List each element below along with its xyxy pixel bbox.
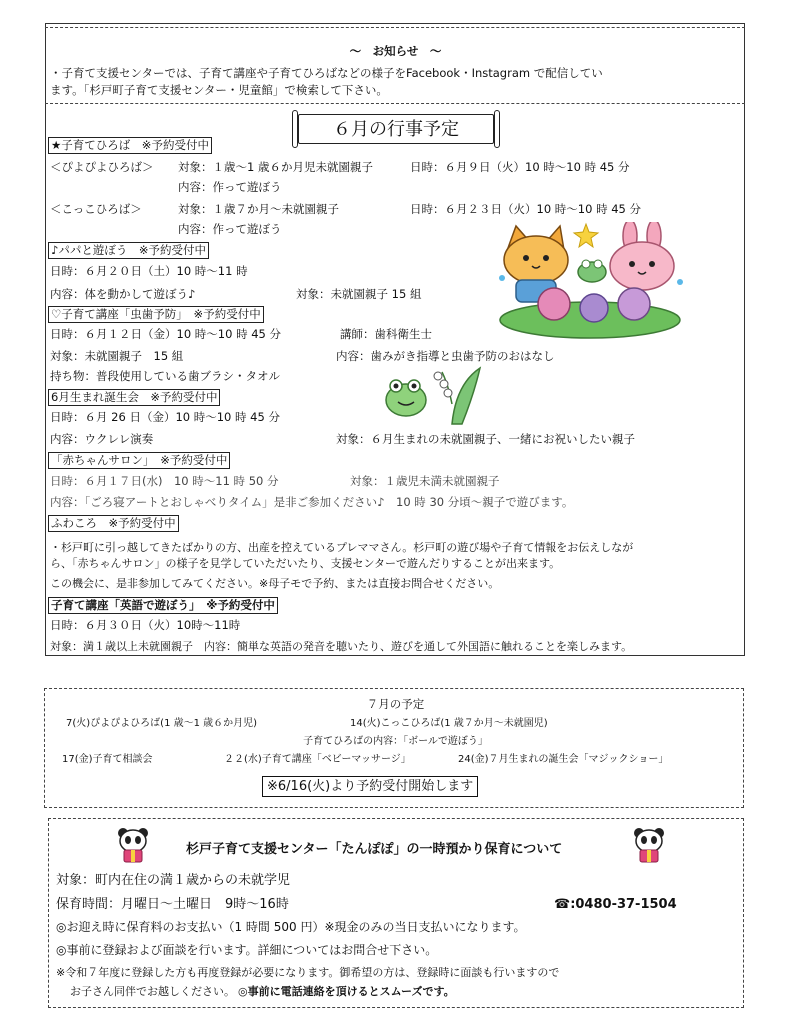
cat-bunny-hydrangea-illustration [494, 222, 686, 340]
notice-line-2: ます。「杉戸町子育て支援センター・児童館」で検索して下さい。 [50, 83, 388, 97]
tanpopo-hours: 保育時間：月曜日～土曜日 9時～16時 [56, 897, 289, 912]
july-reservation-notice: ※6/16(火)より予約受付開始します [262, 776, 478, 797]
piyo-date: 日時：６月９日（火）10 時～10 時 45 分 [410, 160, 630, 174]
section-header-birthday: 6月生まれ誕生会 ※予約受付中 [48, 389, 220, 406]
mushiba-target: 対象：未就園親子 15 組 [50, 349, 184, 363]
salon-date: 日時：６月１７日(水) 10 時～11 時 50 分 [50, 474, 279, 488]
kokko-content: 内容：作って遊ぼう [178, 222, 282, 236]
section-header-fuwakoro: ふわころ ※予約受付中 [48, 515, 179, 532]
papa-date: 日時：６月２０日（土）10 時～11 時 [50, 264, 248, 278]
salon-target: 対象：１歳児未満未就園親子 [350, 474, 500, 488]
frog-lily-illustration [382, 364, 486, 426]
page-title: ６月の行事予定 [298, 114, 494, 144]
tanpopo-heading: 杉戸子育て支援センター「たんぽぽ」の一時預かり保育について [186, 842, 563, 857]
papa-content: 内容：体を動かして遊ぼう♪ [50, 287, 196, 301]
july-item-2: 14(火)こっこひろば(1 歳７か月～未就園児) [350, 718, 548, 729]
july-item-5: 24(金)７月生まれの誕生会「マジックショー」 [458, 754, 669, 765]
july-item-4: ２２(水)子育て講座「ベビーマッサージ」 [224, 754, 411, 765]
section-header-papa: ♪パパと遊ぼう ※予約受付中 [48, 242, 209, 259]
tanpopo-target: 対象：町内在住の満１歳からの未就学児 [56, 873, 291, 888]
kokko-name: ＜こっこひろば＞ [50, 202, 142, 216]
notice-line-1: ・子育て支援センターでは、子育て講座や子育てひろばなどの様子をFacebook・Instagram で配信してい [50, 66, 603, 80]
english-line: 対象：満１歳以上未就園親子 内容：簡単な英語の発音を聴いたり、遊びを通して外国語に触れることを楽しみます。 [50, 640, 633, 653]
tanpopo-phone: ☎:0480-37-1504 [554, 897, 677, 912]
birthday-content: 内容：ウクレレ演奏 [50, 432, 154, 446]
mushiba-content: 内容：歯みがき指導と虫歯予防のおはなし [336, 349, 555, 363]
kokko-date: 日時：６月２３日（火）10 時～10 時 45 分 [410, 202, 642, 216]
tanpopo-note-4b: ◎事前に電話連絡を頂けるとスムーズです。 [238, 985, 455, 998]
tanpopo-note-2: ◎事前に登録および面談を行います。詳細についてはお問合せ下さい。 [56, 943, 438, 957]
july-hiroba-content: 子育てひろばの内容：「ボールで遊ぼう」 [303, 736, 488, 747]
panda-icon [115, 826, 151, 864]
birthday-target: 対象：６月生まれの未就園親子、一緒にお祝いしたい親子 [336, 432, 635, 446]
tanpopo-note-1: ◎お迎え時に保育料のお支払い（1 時間 500 円）※現金のみの当日支払いになります。 [56, 920, 526, 934]
notice-top-divider [45, 27, 745, 28]
salon-content: 内容：「ごろ寝アートとおしゃべりタイム」是非ご参加ください♪ 10 時 30 分頃～親子で遊びます。 [50, 495, 574, 509]
july-item-3: 17(金)子育て相談会 [62, 754, 153, 765]
piyo-content: 内容：作って遊ぼう [178, 180, 282, 194]
section-header-salon: 「赤ちゃんサロン」 ※予約受付中 [48, 452, 230, 469]
july-heading: ７月の予定 [366, 697, 425, 711]
tanpopo-note-4a: お子さん同伴でお越しください。 [70, 985, 235, 998]
notice-heading: ～ お知らせ ～ [349, 44, 442, 58]
papa-target: 対象：未就園親子 15 組 [296, 287, 422, 301]
fuwakoro-line-3: この機会に、是非参加してみてください。※母子モで予約、または直接お問合せください。 [50, 577, 500, 590]
english-date: 日時：６月３０日（火）10時～11時 [50, 618, 241, 632]
section-header-hiroba: ★子育てひろば ※予約受付中 [48, 137, 212, 154]
panda-icon-right [631, 826, 667, 864]
section-header-mushiba: ♡子育て講座「虫歯予防」 ※予約受付中 [48, 306, 264, 323]
july-item-1: 7(火)ぴよぴよひろば(1 歳～1 歳６か月児) [66, 718, 258, 729]
fuwakoro-line-2: ら、「赤ちゃんサロン」の様子を見学していただいたり、支援センターで遊んだりすることが出来ます。 [50, 557, 561, 570]
section-header-english: 子育て講座「英語で遊ぼう」 ※予約受付中 [48, 597, 278, 614]
notice-bottom-divider [45, 103, 745, 104]
piyo-target: 対象：１歳～1 歳６か月児未就園親子 [178, 160, 373, 174]
piyo-name: ＜ぴよぴよひろば＞ [50, 160, 154, 174]
fuwakoro-line-1: ・杉戸町に引っ越してきたばかりの方、出産を控えているプレママさん。杉戸町の遊び場や子育て情報をお伝えしなが [50, 541, 634, 554]
kokko-target: 対象：１歳７か月～未就園親子 [178, 202, 339, 216]
mushiba-lecturer: 講師：歯科衛生士 [340, 327, 432, 341]
birthday-date: 日時：６月 26 日（金）10 時～10 時 45 分 [50, 410, 280, 424]
tanpopo-note-3: ※令和７年度に登録した方も再度登録が必要になります。御希望の方は、登録時に面談も行いますので [56, 966, 560, 979]
mushiba-items: 持ち物：普段使用している歯ブラシ・タオル [50, 369, 280, 383]
mushiba-date: 日時：６月１２日（金）10 時～10 時 45 分 [50, 327, 282, 341]
